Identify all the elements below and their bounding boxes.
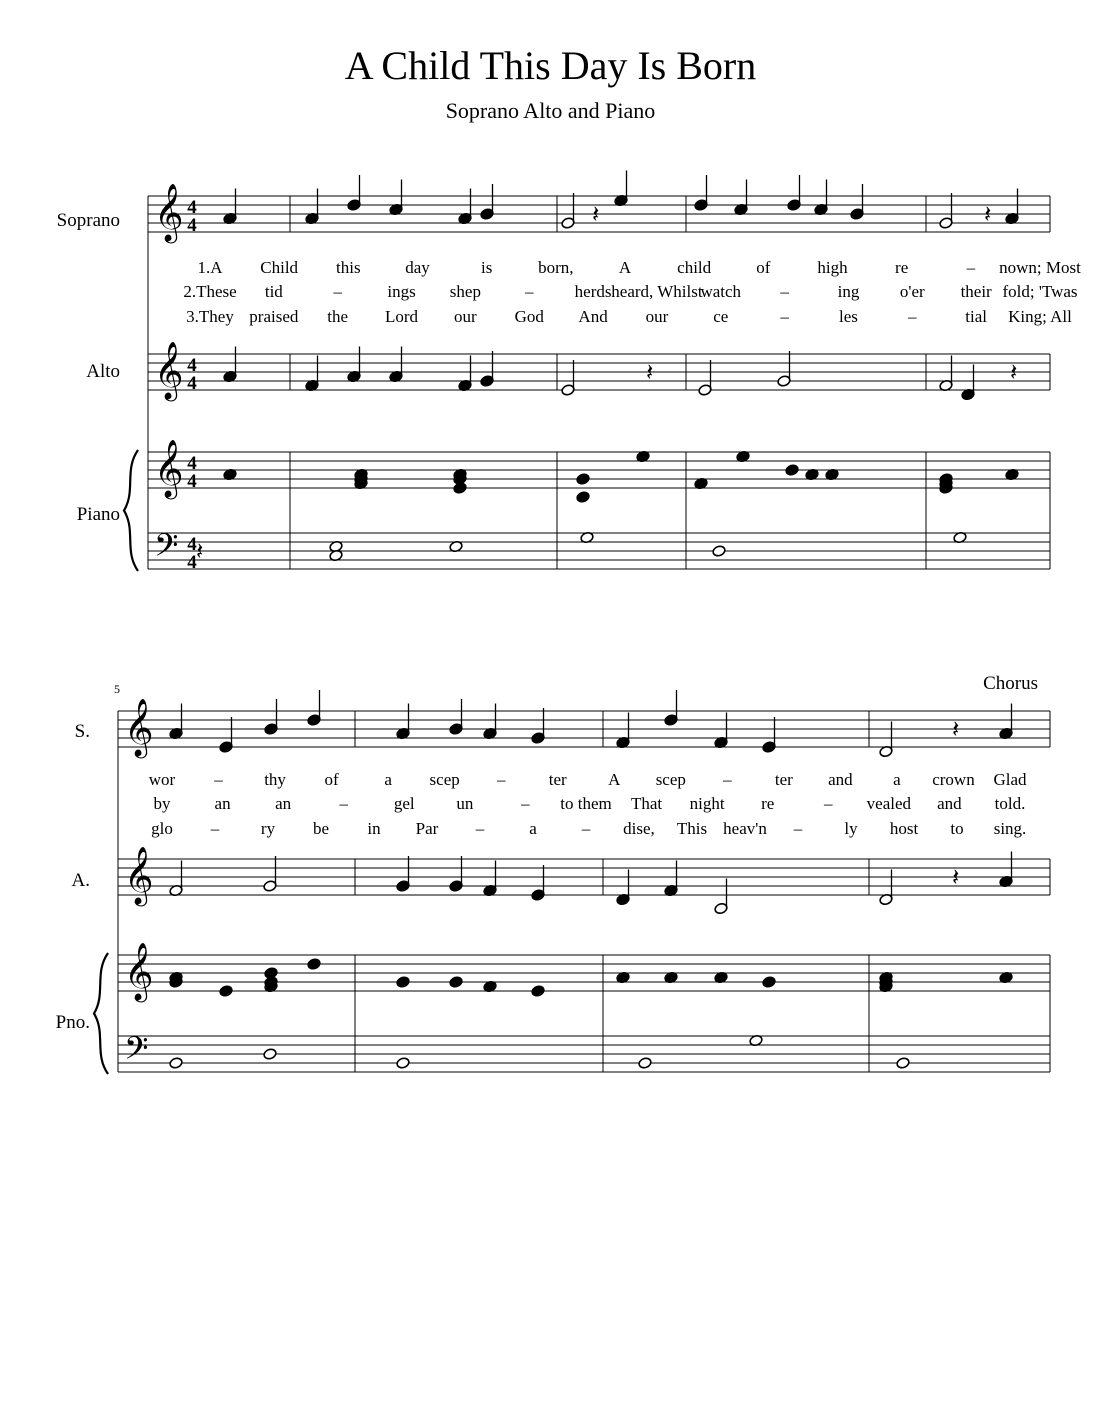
lyric-syllable: and: [937, 794, 962, 813]
lyric-syllable: ter: [774, 770, 793, 789]
lyric-syllable: A: [608, 770, 621, 789]
lyric-syllable: in: [367, 819, 381, 838]
part-label-piano: Piano: [76, 504, 120, 525]
lyric-syllable: ings: [387, 282, 416, 301]
quarter-rest-icon: 𝄽: [592, 202, 600, 228]
lyric-syllable: o'er: [899, 282, 925, 301]
lyric-syllable: –: [524, 282, 534, 301]
lyric-syllable: glo: [151, 819, 173, 838]
lyric-syllable: thy: [264, 770, 286, 789]
lyric-syllable: scep: [429, 770, 460, 789]
lyric-syllable: our: [454, 307, 477, 326]
time-signature-beat-type: 4: [187, 215, 197, 236]
lyric-syllable: gel: [393, 794, 415, 813]
treble-clef-icon: 𝄞: [124, 943, 154, 999]
measure-number: 5: [114, 682, 120, 696]
lyric-syllable: sing.: [993, 819, 1027, 838]
quarter-rest-icon: 𝄽: [952, 717, 960, 743]
system-2: [56, 673, 1050, 1074]
lyric-syllable: day: [405, 258, 430, 277]
system-1: [57, 171, 1081, 574]
part-label-alto: Alto: [86, 361, 120, 382]
lyric-syllable: Lord: [385, 307, 419, 326]
lyric-syllable: shep: [449, 282, 481, 301]
lyric-syllable: by: [153, 794, 171, 813]
lyric-syllable: is: [480, 258, 493, 277]
lyric-syllable: re: [895, 258, 909, 277]
lyric-syllable: watch: [700, 282, 742, 301]
lyric-syllable: to them: [560, 794, 612, 813]
lyric-syllable: this: [336, 258, 361, 277]
lyric-syllable: ly: [844, 819, 858, 838]
lyric-syllable: praised: [249, 307, 299, 326]
lyric-syllable: –: [780, 282, 789, 301]
treble-clef-icon: 𝄞: [124, 847, 154, 903]
time-signature-beat-type: 4: [187, 552, 197, 573]
note-head: [638, 1057, 652, 1070]
lyric-syllable: –: [214, 770, 223, 789]
note-head: [307, 958, 321, 971]
score-subtitle: Soprano Alto and Piano: [445, 98, 656, 123]
lyric-syllable: –: [521, 794, 530, 813]
lyric-syllable: And: [578, 307, 608, 326]
part-label-soprano: S.: [74, 721, 90, 742]
score-title: A Child This Day Is Born: [344, 43, 757, 88]
lyric-syllable: –: [780, 307, 789, 326]
time-signature-beats: 4: [187, 453, 197, 474]
bass-clef-icon: 𝄢: [154, 529, 179, 571]
lyric-syllable: fold; 'Twas: [1002, 282, 1078, 301]
lyric-syllable: told.: [994, 794, 1026, 813]
lyric-syllable: to: [950, 819, 964, 838]
lyric-syllable: born,: [538, 258, 574, 277]
lyric-syllable: the: [327, 307, 349, 326]
note-head: [712, 545, 726, 558]
lyric-syllable: their: [960, 282, 992, 301]
lyric-syllable: herds: [574, 282, 612, 301]
lyric-syllable: A: [618, 258, 632, 277]
lyric-syllable: Glad: [993, 770, 1027, 789]
lyric-syllable: wor: [148, 770, 176, 789]
note-head: [785, 464, 799, 477]
lyric-syllable: our: [645, 307, 669, 326]
note-head: [896, 1057, 910, 1070]
lyric-syllable: 2.These: [183, 282, 237, 301]
note-head: [396, 976, 410, 989]
note-head: [531, 985, 545, 998]
lyric-syllable: –: [333, 282, 342, 301]
note-head: [263, 1048, 277, 1061]
note-head: [219, 985, 233, 998]
lyric-syllable: vealed: [866, 794, 912, 813]
time-signature-beat-type: 4: [187, 471, 197, 492]
lyric-syllable: tial: [965, 307, 988, 326]
note-head: [396, 1057, 410, 1070]
treble-clef-icon: 𝄞: [154, 342, 184, 398]
lyric-syllable: a: [529, 819, 537, 838]
lyric-syllable: This: [676, 819, 708, 838]
note-head: [169, 1057, 183, 1070]
piano-brace: [124, 450, 138, 571]
bass-clef-icon: 𝄢: [124, 1032, 149, 1074]
lyric-syllable: a: [384, 770, 392, 789]
quarter-rest-icon: 𝄽: [984, 202, 992, 228]
lyric-syllable: tid: [264, 282, 283, 301]
lyric-syllable: and: [828, 770, 853, 789]
lyric-syllable: –: [908, 307, 917, 326]
lyric-syllable: 3.They: [186, 307, 234, 326]
lyric-syllable: 1.A: [197, 258, 223, 277]
lyric-syllable: –: [496, 770, 506, 789]
lyric-syllable: crown: [932, 770, 975, 789]
lyric-syllable: ing: [837, 282, 860, 301]
lyric-syllable: a: [893, 770, 901, 789]
quarter-rest-icon: 𝄽: [1010, 360, 1018, 386]
quarter-rest-icon: 𝄽: [196, 539, 204, 565]
lyric-syllable: heav'n: [723, 819, 767, 838]
note-head: [576, 473, 590, 486]
time-signature-beat-type: 4: [187, 373, 197, 394]
lyric-syllable: King; All: [1008, 307, 1072, 326]
part-label-piano: Pno.: [55, 1012, 90, 1033]
lyric-syllable: ter: [548, 770, 567, 789]
note-head: [762, 976, 776, 989]
time-signature-beats: 4: [187, 197, 197, 218]
treble-clef-icon: 𝄞: [124, 699, 154, 755]
lyric-syllable: –: [824, 794, 833, 813]
lyric-syllable: Par: [415, 819, 439, 838]
lyric-syllable: ry: [260, 819, 276, 838]
note-head: [449, 976, 463, 989]
lyric-syllable: –: [210, 819, 220, 838]
lyric-syllable: night: [689, 794, 725, 813]
lyric-syllable: God: [514, 307, 544, 326]
part-label-alto: A.: [71, 870, 90, 891]
lyric-syllable: Child: [260, 258, 299, 277]
lyric-syllable: high: [817, 258, 848, 277]
lyric-syllable: host: [889, 819, 919, 838]
lyric-syllable: be: [312, 819, 330, 838]
lyric-syllable: scep: [655, 770, 686, 789]
quarter-rest-icon: 𝄽: [646, 360, 654, 386]
lyric-syllable: –: [723, 770, 732, 789]
treble-clef-icon: 𝄞: [154, 184, 184, 240]
lyric-syllable: –: [475, 819, 485, 838]
lyric-syllable: un: [456, 794, 474, 813]
time-signature-beats: 4: [187, 355, 197, 376]
lyric-syllable: child: [677, 258, 712, 277]
lyric-syllable: heard, Whilst: [611, 282, 703, 301]
lyric-syllable: of: [756, 258, 771, 277]
time-signature-beats: 4: [187, 534, 197, 555]
lyric-syllable: –: [966, 258, 976, 277]
lyric-syllable: –: [793, 819, 803, 838]
treble-clef-icon: 𝄞: [154, 440, 184, 496]
lyric-syllable: That: [630, 794, 663, 813]
lyric-syllable: an: [275, 794, 292, 813]
lyric-syllable: –: [339, 794, 348, 813]
note-head: [453, 482, 467, 495]
lyric-syllable: of: [324, 770, 339, 789]
quarter-rest-icon: 𝄽: [952, 865, 960, 891]
note-head: [576, 491, 590, 504]
lyric-syllable: nown; Most: [999, 258, 1081, 277]
lyric-syllable: re: [761, 794, 775, 813]
lyric-syllable: an: [214, 794, 231, 813]
lyric-syllable: –: [581, 819, 591, 838]
lyric-syllable: dise,: [623, 819, 655, 838]
lyric-syllable: les: [839, 307, 858, 326]
chorus-label: Chorus: [983, 673, 1038, 694]
part-label-soprano: Soprano: [56, 210, 120, 231]
lyric-syllable: ce: [713, 307, 729, 326]
piano-brace: [94, 953, 108, 1074]
